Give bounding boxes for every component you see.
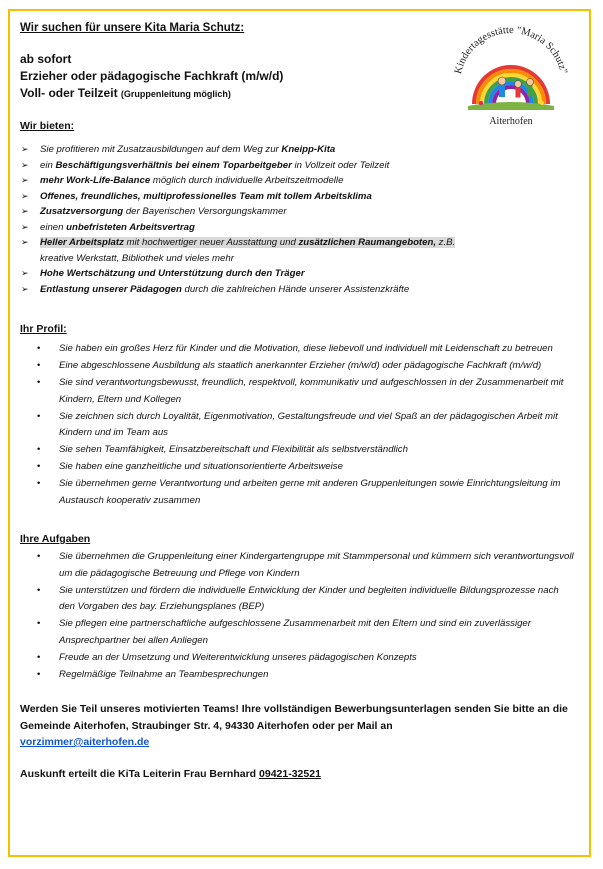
offer-item: ➢ einen unbefristeten Arbeitsvertrag xyxy=(20,220,580,236)
page-title: Wir suchen für unsere Kita Maria Schutz: xyxy=(20,22,245,34)
profile-item: • Sie übernehmen gerne Verantwortung und arbeiten gerne mit anderen Gruppenleitungen sowie Einrichtungsleitung im Austausch kooperativ zusammen xyxy=(37,478,561,506)
job-hours-note: (Gruppenleitung möglich) xyxy=(120,89,231,99)
profile-item: • Sie sind verantwortungsbewusst, freundlich, respektvoll, kommunikativ und aufgeschlossen in der Zusammenarbeit mit Kindern, Eltern und Kollegen xyxy=(37,377,564,405)
arrow-bullet-icon: ➢ xyxy=(21,144,29,154)
highlight-box: Heller Arbeitsplatz mit hochwertiger neuer Ausstattung und zusätzlichen Raumangeboten, z.B. xyxy=(40,237,456,248)
offer-item: ➢ Entlastung unserer Pädagogen durch die zahlreichen Hände unserer Assistenzkräfte xyxy=(20,282,580,298)
arrow-bullet-icon: ➢ xyxy=(21,159,29,170)
logo-town: Aiterhofen xyxy=(489,116,533,127)
offer-item: ➢ mehr Work-Life-Balance möglich durch individuelle Arbeitszeitmodelle xyxy=(20,173,580,189)
dot-bullet-icon: • xyxy=(37,410,41,422)
profile-list xyxy=(20,341,580,509)
task-item: • Freude an der Umsetzung und Weiterentwicklung unseres pädagogischen Konzepts xyxy=(20,650,580,667)
task-item: • Sie übernehmen die Gruppenleitung einer Kindergartengruppe mit Stammpersonal und kümmern sich verantwortungsvoll um die pädagogische Betreuung und Pflege von Kindern xyxy=(37,551,574,579)
closing-text: Werden Sie Teil unseres motivierten Teams! Ihre vollständigen Bewerbungsunterlagen senden Sie bitte an die Gemeinde Aiterhofen, Straubinger Str. 4, 94330 Aiterhofen oder per Mail an xyxy=(20,703,568,732)
job-start: ab sofort xyxy=(20,52,72,66)
contact-text: Auskunft erteilt die KiTa Leiterin Frau Bernhard xyxy=(20,767,257,780)
dot-bullet-icon: • xyxy=(37,444,41,455)
profile-item: • Sie sehen Teamfähigkeit, Einsatzbereitschaft und Flexibilität als selbstverständlich xyxy=(20,442,580,459)
job-hours-text: Voll- oder Teilzeit xyxy=(20,86,118,100)
offer-item: ➢ Zusatzversorgung der Bayerischen Versorgungskammer xyxy=(20,204,580,220)
dot-bullet-icon: • xyxy=(37,377,41,388)
arrow-bullet-icon: ➢ xyxy=(21,175,29,185)
arrow-bullet-icon: ➢ xyxy=(21,206,29,216)
arrow-bullet-icon: ➢ xyxy=(21,283,29,294)
profile-item: • Eine abgeschlossene Ausbildung als staatlich anerkannter Erzieher (m/w/d) oder pädagogische Fachkraft (m/w/d) xyxy=(20,358,580,375)
email-link[interactable]: vorzimmer@aiterhofen.de xyxy=(20,736,150,748)
offer-item: ➢ Sie profitieren mit Zusatzausbildungen auf dem Weg zur Kneipp-Kita xyxy=(20,142,580,158)
job-hours xyxy=(20,85,580,103)
offer-item: ➢ Offenes, freundliches, multiprofessionelles Team mit tollem Arbeitsklima xyxy=(20,189,580,205)
logo-arc-text: Kindertagesstätte "Maria Schutz" xyxy=(453,24,569,76)
arrow-bullet-icon: ➢ xyxy=(21,237,29,247)
dot-bullet-icon: • xyxy=(37,618,41,629)
arrow-bullet-icon: ➢ xyxy=(21,268,29,278)
tasks-heading: Ihre Aufgaben xyxy=(20,533,91,545)
tasks-list xyxy=(20,549,580,683)
profile-item: • Sie haben ein großes Herz für Kinder und die Motivation, diese liebevoll und individuell mit Leidenschaft zu betreuen xyxy=(20,341,580,358)
dot-bullet-icon: • xyxy=(37,360,41,371)
task-item: • Regelmäßige Teilnahme an Teambesprechungen xyxy=(20,667,580,684)
dot-bullet-icon: • xyxy=(37,651,41,663)
task-item: • Sie unterstützen und fördern die individuelle Entwicklung der Kinder und begleiten individuelle Bildungsprozesse nach den Vorgaben des bay. Erziehungsplanes (BEP) xyxy=(37,584,559,612)
contact-line xyxy=(20,768,580,780)
offer-list xyxy=(20,142,580,297)
profile-item: • Sie haben eine ganzheitliche und situationsorientierte Arbeitsweise xyxy=(20,459,580,476)
closing-paragraph xyxy=(20,701,580,751)
dot-bullet-icon: • xyxy=(37,478,41,489)
task-item: • Sie pflegen eine partnerschaftliche aufgeschlossene Zusammenarbeit mit den Eltern und sind ein zuverlässiger Ansprechpartner bei allen Anliegen xyxy=(37,618,531,646)
arrow-bullet-icon: ➢ xyxy=(21,221,29,232)
job-posting xyxy=(20,22,580,780)
profile-item: • Sie zeichnen sich durch Loyalität, Eigenmotivation, Gestaltungsfreude und viel Spaß an der pädagogischen Arbeit mit Kindern und im Team aus xyxy=(37,410,558,438)
offer-heading: Wir bieten: xyxy=(20,120,75,132)
dot-bullet-icon: • xyxy=(37,668,41,680)
dot-bullet-icon: • xyxy=(37,343,41,354)
dot-bullet-icon: • xyxy=(37,584,41,596)
offer-item: ➢ Hohe Wertschätzung und Unterstützung durch den Träger xyxy=(20,266,580,282)
offer-item: ➢ ein Beschäftigungsverhältnis bei einem Toparbeitgeber in Vollzeit oder Teilzeit xyxy=(20,158,580,174)
dot-bullet-icon: • xyxy=(37,551,41,562)
offer-item-highlighted: ➢ Heller Arbeitsplatz mit hochwertiger neuer Ausstattung und zusätzlichen Raumangeboten, z.B. kreative Werkstatt, Bibliothek und vieles mehr xyxy=(21,237,456,264)
contact-phone: 09421-32521 xyxy=(259,767,321,780)
job-position: Erzieher oder pädagogische Fachkraft (m/w/d) xyxy=(20,69,284,83)
arrow-bullet-icon: ➢ xyxy=(21,190,29,201)
profile-heading: Ihr Profil: xyxy=(20,323,67,335)
dot-bullet-icon: • xyxy=(37,461,41,472)
